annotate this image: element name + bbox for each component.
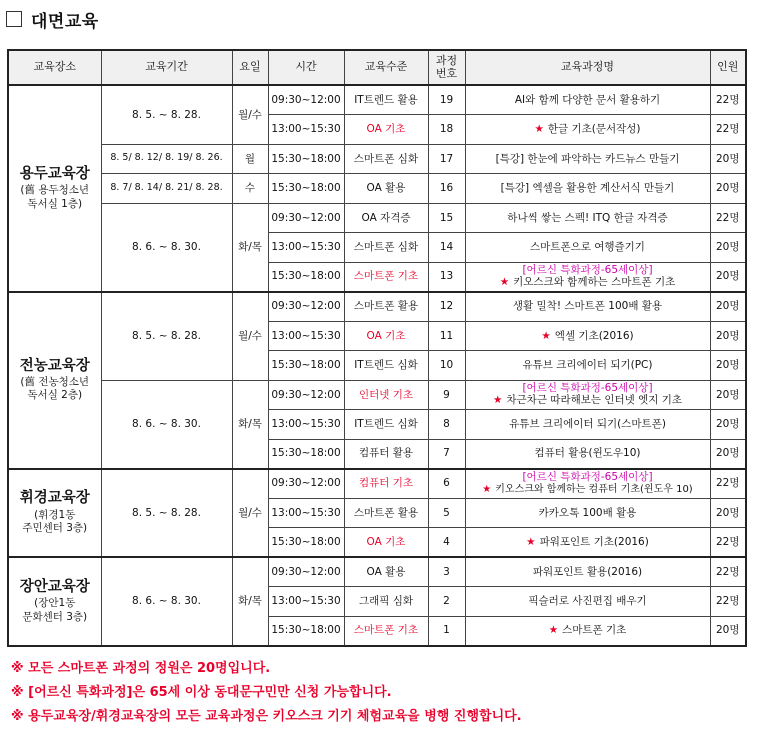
capacity-cell: 22명 [710, 528, 746, 558]
course-name-cell: 유튜브 크리에이터 되기(PC) [465, 351, 710, 381]
course-no-cell: 10 [428, 351, 465, 381]
period-cell: 8. 5. ~ 8. 28. [101, 292, 232, 381]
header-period: 교육기간 [101, 50, 232, 85]
level-cell: OA 활용 [344, 557, 428, 587]
course-no-cell: 14 [428, 233, 465, 263]
capacity-cell: 20명 [710, 144, 746, 174]
capacity-cell: 20명 [710, 439, 746, 469]
course-name-cell: AI와 함께 다양한 문서 활용하기 [465, 85, 710, 115]
capacity-cell: 20명 [710, 174, 746, 204]
capacity-cell: 22명 [710, 203, 746, 233]
level-cell: OA 기초 [344, 528, 428, 558]
section-title-text: 대면교육 [31, 11, 99, 32]
day-cell: 화/목 [232, 380, 268, 469]
header-course-no: 과정 번호 [428, 50, 465, 85]
day-cell: 월/수 [232, 292, 268, 381]
period-cell: 8. 6. ~ 8. 30. [101, 380, 232, 469]
course-name-cell [465, 528, 710, 558]
notice-list [11, 657, 751, 729]
time-cell: 15:30~18:00 [268, 262, 344, 292]
time-cell: 09:30~12:00 [268, 292, 344, 322]
level-cell: IT트렌드 심화 [344, 351, 428, 381]
course-no-cell: 3 [428, 557, 465, 587]
location-detail: (휘경1동 [34, 508, 76, 521]
location-detail: 주민센터 3층) [22, 522, 88, 535]
time-cell: 13:00~15:30 [268, 498, 344, 528]
header-day: 요일 [232, 50, 268, 85]
day-cell: 월/수 [232, 85, 268, 144]
header-level: 교육수준 [344, 50, 428, 85]
course-name-cell: 스마트폰으로 여행즐기기 [465, 233, 710, 263]
table-row [8, 144, 746, 174]
course-name-cell [465, 262, 710, 292]
course-name-text: 키오스크와 함께하는 컴퓨터 기초(윈도우 10) [495, 483, 693, 495]
section-title [6, 6, 99, 32]
location-detail: 독서실 1층) [27, 197, 83, 210]
time-cell: 13:00~15:30 [268, 587, 344, 617]
location-detail: (장안1동 [34, 597, 76, 610]
course-name-text: 스마트폰 기초 [562, 624, 627, 637]
course-no-cell: 8 [428, 410, 465, 440]
day-cell: 수 [232, 174, 268, 204]
time-cell: 15:30~18:00 [268, 351, 344, 381]
day-cell: 화/목 [232, 203, 268, 292]
capacity-cell: 20명 [710, 616, 746, 646]
table-row [8, 85, 746, 115]
location-name: 용두교육장 [19, 165, 90, 182]
notice-item: ※ 용두교육장/휘경교육장의 모든 교육과정은 키오스크 기기 체험교육을 병행 진행합니다. [11, 709, 522, 724]
day-cell: 화/목 [232, 557, 268, 646]
course-no-cell: 2 [428, 587, 465, 617]
period-cell: 8. 7/ 8. 14/ 8. 21/ 8. 28. [101, 174, 232, 204]
time-cell: 13:00~15:30 [268, 233, 344, 263]
course-name-cell: [특강] 한눈에 파악하는 카드뉴스 만들기 [465, 144, 710, 174]
special-course-tag: [어르신 특화과정-65세이상] [522, 382, 653, 395]
special-course-tag: [어르신 특화과정-65세이상] [522, 263, 653, 276]
course-name-cell [465, 616, 710, 646]
course-name-cell: 하나씩 쌓는 스펙! ITQ 한글 자격증 [465, 203, 710, 233]
time-cell: 13:00~15:30 [268, 115, 344, 145]
level-cell: 인터넷 기초 [344, 380, 428, 410]
capacity-cell: 22명 [710, 557, 746, 587]
checkbox-icon[interactable] [6, 11, 22, 27]
course-no-cell: 9 [428, 380, 465, 410]
course-no-cell: 4 [428, 528, 465, 558]
level-cell: 스마트폰 심화 [344, 233, 428, 263]
course-schedule-table [7, 49, 747, 647]
time-cell: 13:00~15:30 [268, 321, 344, 351]
time-cell: 15:30~18:00 [268, 528, 344, 558]
special-course-tag: [어르신 특화과정-65세이상] [522, 471, 653, 484]
time-cell: 09:30~12:00 [268, 469, 344, 499]
course-no-cell: 13 [428, 262, 465, 292]
capacity-cell: 20명 [710, 351, 746, 381]
level-cell: OA 기초 [344, 115, 428, 145]
time-cell: 09:30~12:00 [268, 85, 344, 115]
course-no-cell: 19 [428, 85, 465, 115]
period-cell: 8. 5. ~ 8. 28. [101, 469, 232, 558]
capacity-cell: 20명 [710, 410, 746, 440]
course-name-text: 차근차근 따라해보는 인터넷 엣지 기초 [506, 393, 683, 406]
capacity-cell: 20명 [710, 498, 746, 528]
period-cell: 8. 5. ~ 8. 28. [101, 85, 232, 144]
course-no-cell: 11 [428, 321, 465, 351]
period-cell: 8. 5/ 8. 12/ 8. 19/ 8. 26. [101, 144, 232, 174]
time-cell: 13:00~15:30 [268, 410, 344, 440]
level-cell: OA 기초 [344, 321, 428, 351]
location-cell [8, 469, 101, 558]
header-time: 시간 [268, 50, 344, 85]
location-name: 전농교육장 [19, 357, 90, 374]
table-row [8, 174, 746, 204]
level-cell: OA 자격증 [344, 203, 428, 233]
level-cell: 스마트폰 활용 [344, 292, 428, 322]
location-detail: 문화센터 3층) [22, 610, 88, 623]
table-row [8, 557, 746, 587]
capacity-cell: 22명 [710, 115, 746, 145]
time-cell: 09:30~12:00 [268, 557, 344, 587]
level-cell: 컴퓨터 기초 [344, 469, 428, 499]
course-name-text: 한글 기초(문서작성) [547, 123, 641, 136]
course-name-text: 엑셀 기초(2016) [554, 329, 634, 342]
table-row [8, 380, 746, 410]
level-cell: IT트렌드 활용 [344, 85, 428, 115]
header-capacity: 인원 [710, 50, 746, 85]
table-header-row [8, 50, 746, 85]
course-name-cell: 생활 밀착! 스마트폰 100배 활용 [465, 292, 710, 322]
course-no-cell: 5 [428, 498, 465, 528]
day-cell: 월 [232, 144, 268, 174]
course-no-cell: 17 [428, 144, 465, 174]
star-icon: ★ [482, 483, 492, 495]
course-name-cell [465, 380, 710, 410]
time-cell: 15:30~18:00 [268, 616, 344, 646]
time-cell: 15:30~18:00 [268, 174, 344, 204]
star-icon: ★ [492, 393, 503, 406]
level-cell: 그래픽 심화 [344, 587, 428, 617]
capacity-cell: 20명 [710, 292, 746, 322]
course-name-cell [465, 321, 710, 351]
course-no-cell: 15 [428, 203, 465, 233]
course-no-cell: 16 [428, 174, 465, 204]
course-name-text: 파워포인트 기초(2016) [539, 535, 649, 548]
notice-item: ※ 모든 스마트폰 과정의 정원은 20명입니다. [11, 661, 271, 676]
time-cell: 09:30~12:00 [268, 203, 344, 233]
course-no-cell: 6 [428, 469, 465, 499]
course-name-cell: 컴퓨터 활용(윈도우10) [465, 439, 710, 469]
table-row [8, 469, 746, 499]
location-name: 휘경교육장 [19, 490, 90, 507]
star-icon: ★ [534, 123, 544, 136]
capacity-cell: 20명 [710, 262, 746, 292]
capacity-cell: 20명 [710, 233, 746, 263]
course-name-cell [465, 469, 710, 499]
capacity-cell: 20명 [710, 321, 746, 351]
level-cell: 컴퓨터 활용 [344, 439, 428, 469]
level-cell: 스마트폰 기초 [344, 616, 428, 646]
notice-item: ※ [어르신 특화과정]은 65세 이상 동대문구민만 신청 가능합니다. [11, 685, 392, 700]
location-cell [8, 292, 101, 469]
star-icon: ★ [499, 275, 510, 288]
star-icon: ★ [541, 329, 551, 342]
time-cell: 15:30~18:00 [268, 439, 344, 469]
course-name-cell: [특강] 엑셀을 활용한 계산서식 만들기 [465, 174, 710, 204]
location-name: 장안교육장 [19, 578, 90, 595]
level-cell: 스마트폰 활용 [344, 498, 428, 528]
course-no-cell: 7 [428, 439, 465, 469]
capacity-cell: 22명 [710, 469, 746, 499]
capacity-cell: 20명 [710, 380, 746, 410]
location-cell [8, 557, 101, 646]
time-cell: 15:30~18:00 [268, 144, 344, 174]
course-no-cell: 12 [428, 292, 465, 322]
location-cell [8, 85, 101, 292]
capacity-cell: 22명 [710, 85, 746, 115]
star-icon: ★ [548, 624, 559, 637]
course-name-text: 키오스크와 함께하는 스마트폰 기초 [513, 275, 676, 288]
location-detail: 독서실 2층) [27, 389, 83, 402]
course-name-cell: 카카오톡 100배 활용 [465, 498, 710, 528]
level-cell: OA 활용 [344, 174, 428, 204]
course-no-cell: 18 [428, 115, 465, 145]
period-cell: 8. 6. ~ 8. 30. [101, 557, 232, 646]
course-name-cell: 픽슬러로 사진편집 배우기 [465, 587, 710, 617]
star-icon: ★ [526, 535, 536, 548]
course-no-cell: 1 [428, 616, 465, 646]
location-detail: (舊 전농청소년 [20, 376, 90, 389]
table-row [8, 203, 746, 233]
header-location: 교육장소 [8, 50, 101, 85]
level-cell: 스마트폰 기초 [344, 262, 428, 292]
course-name-cell: 파워포인트 활용(2016) [465, 557, 710, 587]
level-cell: IT트렌드 심화 [344, 410, 428, 440]
location-detail: (舊 용두청소년 [20, 184, 90, 197]
level-cell: 스마트폰 심화 [344, 144, 428, 174]
course-name-cell [465, 115, 710, 145]
day-cell: 월/수 [232, 469, 268, 558]
time-cell: 09:30~12:00 [268, 380, 344, 410]
course-name-cell: 유튜브 크리에이터 되기(스마트폰) [465, 410, 710, 440]
capacity-cell: 22명 [710, 587, 746, 617]
table-row [8, 292, 746, 322]
header-course-name: 교육과정명 [465, 50, 710, 85]
period-cell: 8. 6. ~ 8. 30. [101, 203, 232, 292]
